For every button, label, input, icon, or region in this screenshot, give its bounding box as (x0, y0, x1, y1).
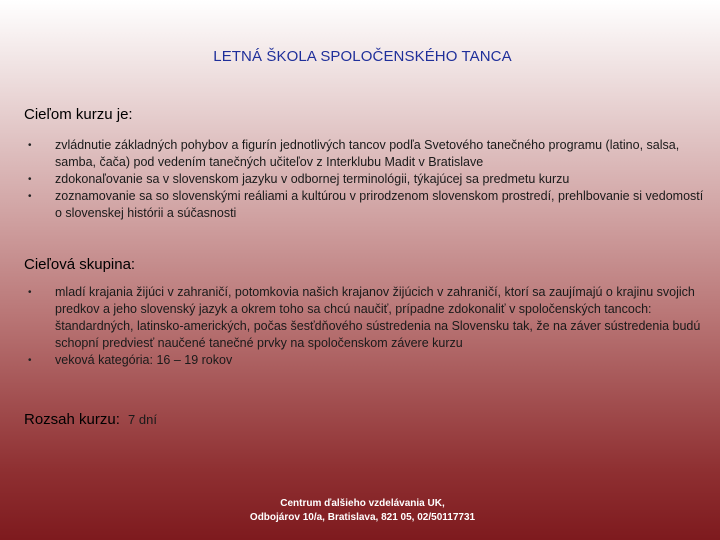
list-item-text: zdokonaľovanie sa v slovenskom jazyku v odbornej terminológii, týkajúcej sa predmetu kurzu (55, 172, 570, 186)
bullet-icon: • (28, 287, 32, 298)
section-heading-target-group: Cieľová skupina: (24, 256, 136, 273)
list-item (28, 188, 708, 222)
bullet-icon: • (28, 140, 32, 151)
target-group-list (28, 284, 708, 369)
goals-list (28, 137, 708, 222)
list-item-text: zvládnutie základných pohybov a figurín jednotlivých tancov podľa Svetového tanečného programu (latino, salsa, samba, čača) pod vedením tanečných učiteľov z Interklubu Madit v Bratislave (55, 138, 680, 169)
course-length (24, 411, 157, 428)
footer-line-2: Odbojárov 10/a, Bratislava, 821 05, 02/50117731 (249, 512, 476, 523)
bullet-icon: • (28, 174, 32, 185)
list-item-text: mladí krajania žijúci v zahraničí, potomkovia našich krajanov žijúcich v zahraničí, ktorí sa zaujímajú o krajinu svojich predkov a jeho slovenský jazyk a okrem toho sa chcú naučiť, prípadne zdokonaliť v spoločenských tancoch: štandardných, latinsko-amerických, počas šesťdňového sústredenia na Slovensku tak, že na záver sústredenia budú schopní predviesť naučené tanečné prvky na spoločenskom závere kurzu (55, 285, 701, 350)
course-length-value: 7 dní (128, 412, 157, 427)
list-item-text: zoznamovanie sa so slovenskými reáliami a kultúrou v prirodzenom slovenskom prostredí, prehlbovanie si vedomostí o slovenskej histórii a súčasnosti (55, 189, 704, 220)
page-title: LETNÁ ŠKOLA SPOLOČENSKÉHO TANCA (213, 48, 512, 65)
footer-line-1: Centrum ďalšieho vzdelávania UK, (280, 498, 445, 509)
course-length-label: Rozsah kurzu: (24, 411, 120, 428)
section-heading-goals: Cieľom kurzu je: (24, 106, 133, 123)
list-item (28, 284, 708, 352)
list-item-text: veková kategória: 16 – 19 rokov (55, 353, 233, 367)
footer (0, 497, 720, 525)
bullet-icon: • (28, 355, 32, 366)
list-item (28, 352, 708, 369)
bullet-icon: • (28, 191, 32, 202)
list-item (28, 171, 708, 188)
list-item (28, 137, 708, 171)
